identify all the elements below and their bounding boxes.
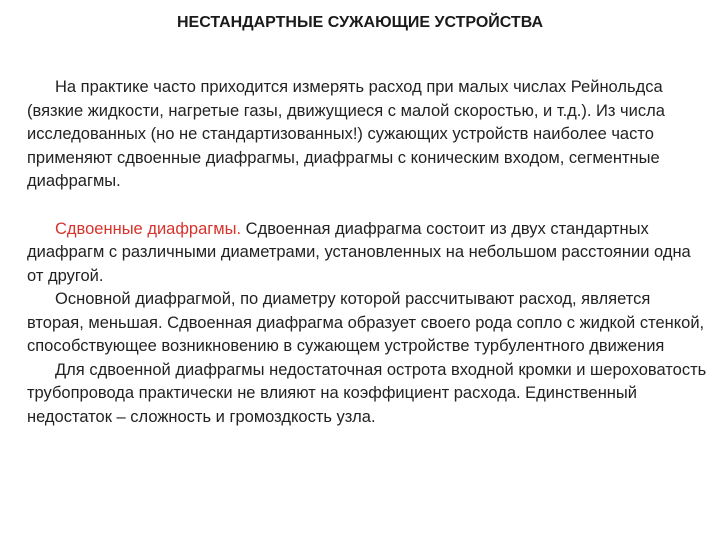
section-heading: Сдвоенные диафрагмы. [55, 219, 242, 238]
conclusion-paragraph: Для сдвоенной диафрагмы недостаточная острота входной кромки и шероховатость трубопровода практически не влияют на коэффициент расхода. Единственный недостаток – сложность и громоздкость узла. [27, 360, 707, 426]
main-diaphragm-paragraph: Основной диафрагмой, по диаметру которой рассчитывают расход, является вторая, меньшая. Сдвоенная диафрагма образует своего рода сопло с жидкой стенкой, способствующее возникновению в сужающем устройстве турбулентного движения [27, 290, 705, 355]
section-text: Сдвоенная диафрагма состоит из двух стандартных диафрагм с различными диаметрами, установленных на небольшом расстоянии одна от другой. [27, 219, 691, 285]
section-paragraph [27, 218, 709, 289]
intro-paragraph: На практике часто приходится измерять расход при малых числах Рейнольдса (вязкие жидкости, нагретые газы, движущиеся с малой скоростью, и т.д.). Из числа исследованных (но не стандартизованных!) сужающих устройств наиболее часто применяют сдвоенные диафрагмы, диафрагмы с коническим входом, сегментные диафрагмы. [27, 78, 665, 190]
slide-title: НЕСТАНДАРТНЫЕ СУЖАЮЩИЕ УСТРОЙСТВА [176, 14, 544, 31]
slide-body [27, 76, 709, 429]
